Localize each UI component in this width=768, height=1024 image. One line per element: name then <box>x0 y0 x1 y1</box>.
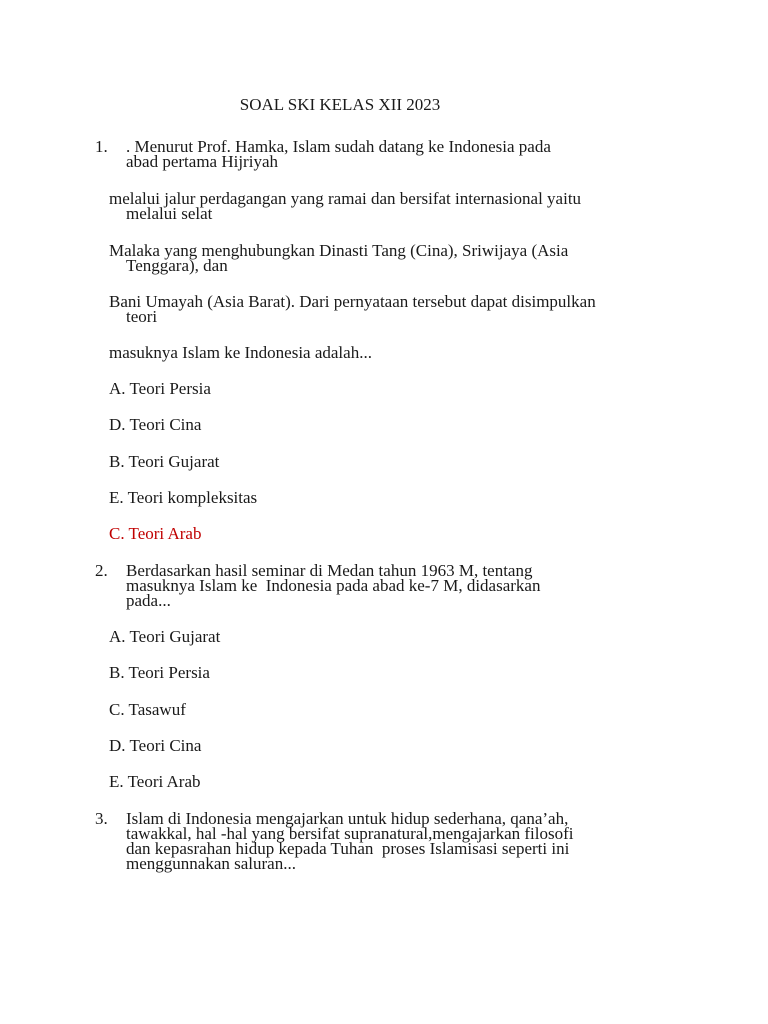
question-2-option: A. Teori Gujarat <box>109 627 221 646</box>
question-number: 3. <box>95 809 108 828</box>
question-1-option: E. Teori kompleksitas <box>109 488 258 507</box>
document-title: SOAL SKI KELAS XII 2023 <box>239 95 441 114</box>
question-2 <box>95 563 575 608</box>
question-1-answer-option: C. Teori Arab <box>109 524 202 543</box>
question-text: Berdasarkan hasil seminar di Medan tahun 1963 M, tentang masuknya Islam ke Indonesia pada abad ke-7 M, didasarkan pada... <box>126 561 545 610</box>
question-1-option: A. Teori Persia <box>109 379 211 398</box>
question-1-continuation-1: melalui jalur perdagangan yang ramai dan bersifat internasional yaitu melalui selat <box>109 189 582 223</box>
question-number: 2. <box>95 561 108 580</box>
question-2-option: C. Tasawuf <box>109 700 186 719</box>
question-text: Islam di Indonesia mengajarkan untuk hidup sederhana, qana’ah, tawakkal, hal -hal yang bersifat supranatural,mengajarkan filosofi dan kepasrahan hidup kepada Tuhan proses Islamisasi seperti ini menggunnakan saluran... <box>126 809 578 873</box>
question-1-continuation-3: Bani Umayah (Asia Barat). Dari pernyataan tersebut dapat disimpulkan teori <box>109 292 596 326</box>
question-1-option: D. Teori Cina <box>109 415 202 434</box>
question-2-option: B. Teori Persia <box>109 663 210 682</box>
question-text: . Menurut Prof. Hamka, Islam sudah datang ke Indonesia pada abad pertama Hijriyah <box>126 137 556 171</box>
question-1-continuation-4: masuknya Islam ke Indonesia adalah... <box>109 343 372 362</box>
question-2-option: E. Teori Arab <box>109 772 201 791</box>
question-1 <box>95 139 575 169</box>
question-2-option: D. Teori Cina <box>109 736 202 755</box>
question-3 <box>95 809 578 873</box>
question-1-option: B. Teori Gujarat <box>109 452 220 471</box>
question-1-continuation-2: Malaka yang menghubungkan Dinasti Tang (Cina), Sriwijaya (Asia Tenggara), dan <box>109 241 569 275</box>
question-number: 1. <box>95 137 108 156</box>
